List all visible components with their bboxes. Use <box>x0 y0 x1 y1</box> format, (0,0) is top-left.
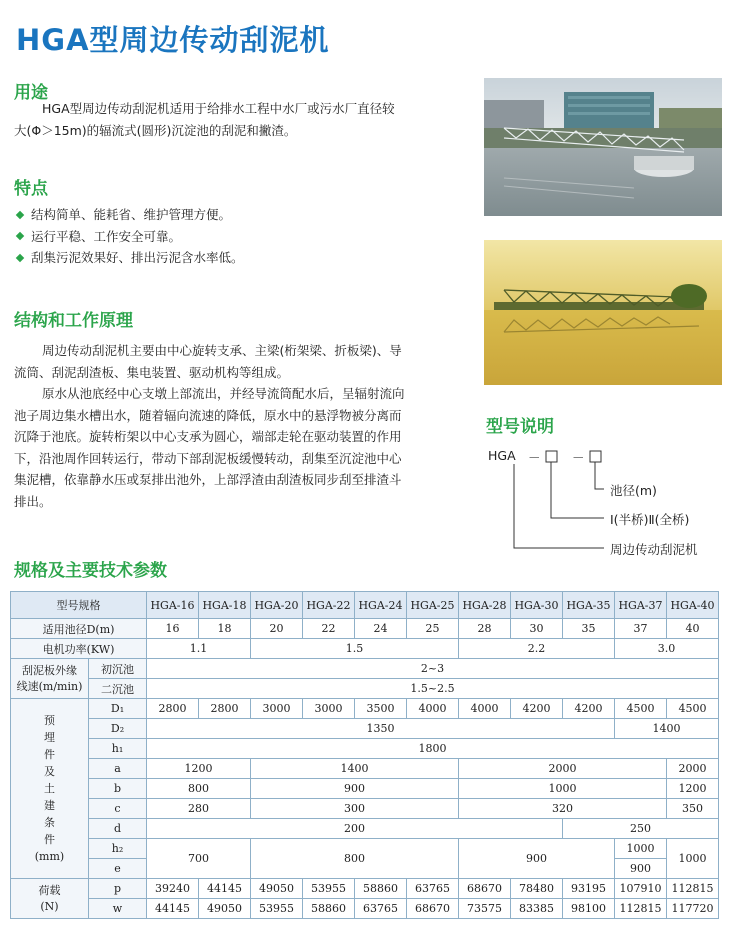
table-row <box>11 899 719 919</box>
bullet-diamond-icon <box>16 211 24 219</box>
row-label: w <box>89 899 147 919</box>
table-cell: 39240 <box>147 879 199 899</box>
model-cell: HGA-18 <box>199 592 251 619</box>
table-cell: 300 <box>251 799 459 819</box>
table-cell: 800 <box>147 779 251 799</box>
row-label: 电机功率(KW) <box>11 639 147 659</box>
model-prefix: HGA <box>488 448 516 463</box>
table-cell: 28 <box>459 619 511 639</box>
model-cell: HGA-22 <box>303 592 355 619</box>
model-cell: HGA-16 <box>147 592 199 619</box>
row-label: h₂ <box>89 839 147 859</box>
table-cell: 800 <box>251 839 459 879</box>
table-cell: 2~3 <box>147 659 719 679</box>
table-cell: 3500 <box>355 699 407 719</box>
table-row <box>11 839 719 859</box>
row-label: 初沉池 <box>89 659 147 679</box>
table-cell: 2.2 <box>459 639 615 659</box>
model-cell: HGA-20 <box>251 592 303 619</box>
table-cell: 1000 <box>667 839 719 879</box>
bullet-diamond-icon <box>16 254 24 262</box>
row-label: d <box>89 819 147 839</box>
table-cell: 3000 <box>251 699 303 719</box>
model-cell: HGA-35 <box>563 592 615 619</box>
principle-text <box>14 340 474 512</box>
principle-line: 集泥槽，依靠静水压或泵排出池外，上部浮渣由刮渣板同步刮至排渣斗 <box>14 472 402 487</box>
table-cell: 49050 <box>199 899 251 919</box>
table-cell: 3000 <box>303 699 355 719</box>
table-row <box>11 699 719 719</box>
bullet-diamond-icon <box>16 232 24 240</box>
table-cell: 200 <box>147 819 563 839</box>
table-cell: 93195 <box>563 879 615 899</box>
table-cell: 1400 <box>251 759 459 779</box>
usage-text <box>14 98 395 141</box>
table-row <box>11 659 719 679</box>
table-cell: 1.5 <box>251 639 459 659</box>
clarifier-photo-1 <box>484 78 722 216</box>
table-row <box>11 739 719 759</box>
table-cell: 18 <box>199 619 251 639</box>
table-row <box>11 759 719 779</box>
table-cell: 4200 <box>563 699 615 719</box>
table-cell: 63765 <box>355 899 407 919</box>
principle-line: 池子周边集水槽出水，随着辐向流速的降低，原水中的悬浮物被分离而 <box>14 407 402 423</box>
model-code-diagram <box>484 440 734 570</box>
table-row <box>11 799 719 819</box>
table-cell: 1800 <box>147 739 719 759</box>
row-label: e <box>89 859 147 879</box>
table-cell: 73575 <box>459 899 511 919</box>
table-cell: 107910 <box>615 879 667 899</box>
model-cell: HGA-25 <box>407 592 459 619</box>
model-dash: － <box>572 450 585 465</box>
table-cell: 53955 <box>303 879 355 899</box>
principle-line: 沉降于池底。旋转桁架以中心支承为圆心，端部走轮在驱动装置的作用 <box>14 429 402 444</box>
table-cell: 20 <box>251 619 303 639</box>
table-cell: 700 <box>147 839 251 879</box>
model-cell: HGA-28 <box>459 592 511 619</box>
table-cell: 25 <box>407 619 459 639</box>
table-row <box>11 819 719 839</box>
table-cell: 58860 <box>303 899 355 919</box>
table-cell: 58860 <box>355 879 407 899</box>
row-group-label-embed: 预 埋 件 及 土 建 条 件 (mm) <box>11 699 89 879</box>
row-label: c <box>89 799 147 819</box>
table-cell: 900 <box>459 839 615 879</box>
principle-line: 排出。 <box>14 493 52 509</box>
table-cell: 40 <box>667 619 719 639</box>
table-cell: 16 <box>147 619 199 639</box>
table-cell: 30 <box>511 619 563 639</box>
table-cell: 4000 <box>407 699 459 719</box>
table-cell: 24 <box>355 619 407 639</box>
table-cell: 1400 <box>615 719 719 739</box>
table-cell: 900 <box>615 859 667 879</box>
table-cell: 2800 <box>199 699 251 719</box>
table-cell: 1200 <box>147 759 251 779</box>
clarifier-photo-2 <box>484 240 722 385</box>
model-cell: HGA-24 <box>355 592 407 619</box>
principle-line: 周边传动刮泥机主要由中心旋转支承、主梁(桁架梁、折板梁)、导 <box>42 343 402 358</box>
row-label: 适用池径D(m) <box>11 619 147 639</box>
table-cell: 1200 <box>667 779 719 799</box>
page-title: HGA型周边传动刮泥机 <box>16 23 330 57</box>
model-label-name: 周边传动刮泥机 <box>610 542 698 557</box>
features-heading: 特点 <box>14 179 48 199</box>
principle-line: 原水从池底经中心支墩上部流出，并经导流筒配水后，呈辐射流向 <box>42 386 405 401</box>
table-cell: 53955 <box>251 899 303 919</box>
model-heading: 型号说明 <box>486 417 554 437</box>
table-cell: 4500 <box>615 699 667 719</box>
features-list <box>14 204 244 269</box>
principle-line: 下，沿池周作回转运行，带动下部刮泥板缓慢转动，刮集至沉淀池中心 <box>14 450 402 466</box>
table-cell: 35 <box>563 619 615 639</box>
table-row <box>11 719 719 739</box>
spec-heading: 规格及主要技术参数 <box>14 561 167 581</box>
table-cell: 68670 <box>459 879 511 899</box>
model-label-diameter: 池径(m) <box>610 483 657 498</box>
table-cell: 2000 <box>667 759 719 779</box>
model-label-type: Ⅰ(半桥)Ⅱ(全桥) <box>610 512 690 527</box>
row-label: b <box>89 779 147 799</box>
row-label: D₂ <box>89 719 147 739</box>
table-cell: 3.0 <box>615 639 719 659</box>
table-cell: 250 <box>563 819 719 839</box>
table-cell: 4200 <box>511 699 563 719</box>
row-group-label-speed: 刮泥板外缘 线速(m/min) <box>11 659 89 699</box>
row-label: h₁ <box>89 739 147 759</box>
table-cell: 63765 <box>407 879 459 899</box>
feature-item: 结构简单、能耗省、维护管理方便。 <box>14 204 244 226</box>
table-cell: 37 <box>615 619 667 639</box>
model-cell: HGA-40 <box>667 592 719 619</box>
table-row <box>11 879 719 899</box>
table-cell: 83385 <box>511 899 563 919</box>
table-cell: 1000 <box>615 839 667 859</box>
table-row <box>11 619 719 639</box>
table-cell: 2000 <box>459 759 667 779</box>
table-cell: 22 <box>303 619 355 639</box>
table-header-row <box>11 592 719 619</box>
table-cell: 1000 <box>459 779 667 799</box>
table-cell: 280 <box>147 799 251 819</box>
table-cell: 49050 <box>251 879 303 899</box>
table-cell: 2800 <box>147 699 199 719</box>
table-cell: 320 <box>459 799 667 819</box>
table-row <box>11 639 719 659</box>
table-cell: 98100 <box>563 899 615 919</box>
row-label: a <box>89 759 147 779</box>
table-cell: 4500 <box>667 699 719 719</box>
usage-line-2: 大(Φ＞15m)的辐流式(圆形)沉淀池的刮泥和撇渣。 <box>14 122 297 138</box>
table-cell: 44145 <box>199 879 251 899</box>
table-cell: 1.1 <box>147 639 251 659</box>
feature-item: 刮集污泥效果好、排出污泥含水率低。 <box>14 247 244 269</box>
feature-item: 运行平稳、工作安全可靠。 <box>14 226 244 248</box>
table-cell: 117720 <box>667 899 719 919</box>
model-dash: － <box>528 450 541 465</box>
row-label: D₁ <box>89 699 147 719</box>
table-row <box>11 779 719 799</box>
table-cell: 78480 <box>511 879 563 899</box>
row-label: 二沉池 <box>89 679 147 699</box>
spec-table <box>10 591 719 919</box>
principle-line: 流筒、刮泥刮渣板、集电装置、驱动机构等组成。 <box>14 364 290 380</box>
table-cell: 44145 <box>147 899 199 919</box>
table-cell: 4000 <box>459 699 511 719</box>
table-cell: 900 <box>251 779 459 799</box>
table-cell: 1.5~2.5 <box>147 679 719 699</box>
row-group-label-load: 荷载 (N) <box>11 879 89 919</box>
table-row <box>11 679 719 699</box>
model-cell: HGA-30 <box>511 592 563 619</box>
principle-heading: 结构和工作原理 <box>14 311 133 331</box>
table-cell: 112815 <box>667 879 719 899</box>
usage-heading: 用途 <box>14 83 48 103</box>
table-cell: 112815 <box>615 899 667 919</box>
model-cell: HGA-37 <box>615 592 667 619</box>
row-label: p <box>89 879 147 899</box>
usage-line-1: HGA型周边传动刮泥机适用于给排水工程中水厂或污水厂直径较 <box>42 101 395 116</box>
table-cell: 350 <box>667 799 719 819</box>
header-label: 型号规格 <box>11 592 147 619</box>
table-cell: 1350 <box>147 719 615 739</box>
table-cell: 68670 <box>407 899 459 919</box>
